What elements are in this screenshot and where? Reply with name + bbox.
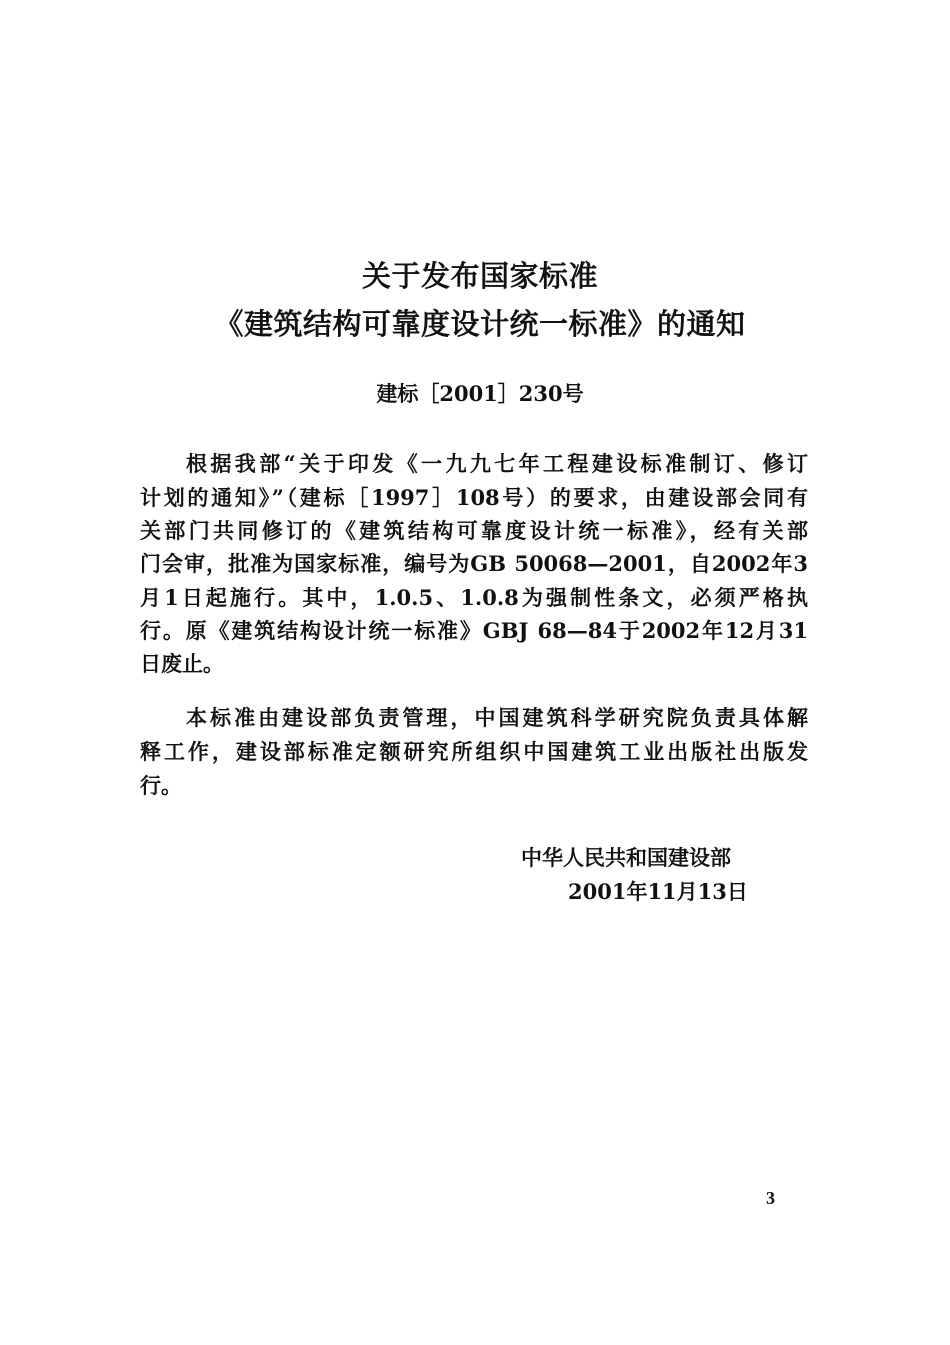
signature-organization: 中华人民共和国建设部 bbox=[521, 845, 731, 870]
document-number: 建标［2001］230号 bbox=[376, 381, 584, 406]
paragraph-2-line-3: 行。 bbox=[140, 773, 182, 798]
paragraph-1-line-7: 日废止。 bbox=[140, 651, 224, 676]
paragraph-1-line-4: 门会审，批准为国家标准，编号为GB 50068—2001，自2002年3 bbox=[140, 551, 808, 576]
paragraph-1-line-3: 关部门共同修订的《建筑结构可靠度设计统一标准》，经有关部 bbox=[140, 518, 808, 543]
paragraph-1-line-5: 月1日起施行。其中，1.0.5、1.0.8为强制性条文，必须严格执 bbox=[140, 585, 808, 610]
title-line-1: 关于发布国家标准 bbox=[361, 259, 598, 293]
title-line-2: 《建筑结构可靠度设计统一标准》的通知 bbox=[214, 307, 746, 341]
paragraph-1-line-2: 计划的通知》”（建标［1997］108号）的要求，由建设部会同有 bbox=[140, 485, 808, 510]
signature-date: 2001年11月13日 bbox=[568, 879, 748, 904]
paragraph-2-line-1: 本标准由建设部负责管理，中国建筑科学研究院负责具体解 bbox=[186, 705, 808, 730]
paragraph-1-line-6: 行。原《建筑结构设计统一标准》GBJ 68—84于2002年12月31 bbox=[140, 618, 808, 643]
page-number: 3 bbox=[766, 1188, 775, 1208]
paragraph-1-line-1: 根据我部“关于印发《一九九七年工程建设标准制订、修订 bbox=[186, 451, 808, 476]
paragraph-2-line-2: 释工作，建设部标准定额研究所组织中国建筑工业出版社出版发 bbox=[140, 739, 808, 764]
